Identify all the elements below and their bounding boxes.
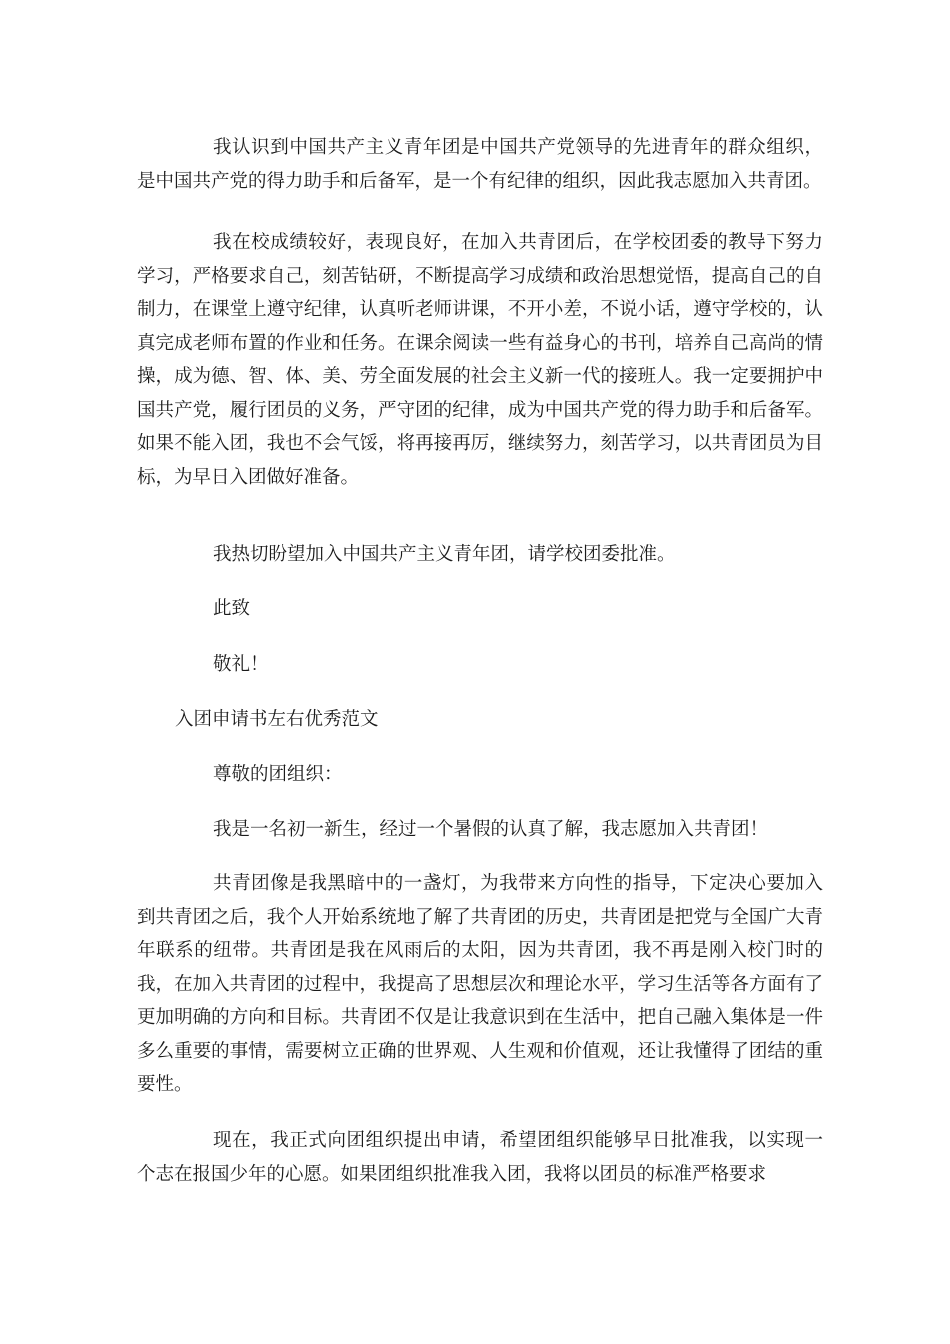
paragraph-league-meaning: 共青团像是我黑暗中的一盏灯，为我带来方向性的指导，下定决心要加入到共青团之后，我个人开始系统地了解了共青团的历史，共青团是把党与全国广大青年联系的纽带。共青团是我在风雨后的太阳，因为共青团，我不再是刚入校门时的我，在加入共青团的过程中，我提高了思想层次和理论水平，学习生活等各方面有了更加明确的方向和目标。共青团不仅是让我意识到在生活中，把自己融入集体是一件多么重要的事情，需要树立正确的世界观、人生观和价值观，还让我懂得了团结的重要性。 — [137, 873, 823, 1095]
paragraph-reason: 我认识到中国共产主义青年团是中国共产党领导的先进青年的群众组织，是中国共产党的得力助手和后备军，是一个有纪律的组织，因此我志愿加入共青团。 — [137, 137, 823, 192]
closing-respect: 敬礼！ — [213, 654, 269, 675]
greeting: 尊敬的团组织： — [213, 764, 343, 785]
paragraph-request: 我热切盼望加入中国共产主义青年团，请学校团委批准。 — [213, 544, 676, 565]
paragraph-intro: 我是一名初一新生，经过一个暑假的认真了解，我志愿加入共青团！ — [213, 819, 769, 840]
paragraph-performance: 我在校成绩较好，表现良好，在加入共青团后，在学校团委的教导下努力学习，严格要求自己，刻苦钻研，不断提高学习成绩和政治思想觉悟，提高自己的自制力，在课堂上遵守纪律，认真听老师讲课，不开小差，不说小话，遵守学校的，认真完成老师布置的作业和任务。在课余阅读一些有益身心的书刊，培养自己高尚的情操，成为德、智、体、美、劳全面发展的社会主义新一代的接班人。我一定要拥护中国共产党，履行团员的义务，严守团的纪律，成为中国共产党的得力助手和后备军。如果不能入团，我也不会气馁，将再接再厉，继续努力，刻苦学习，以共青团员为目标，为早日入团做好准备。 — [137, 232, 823, 488]
section-heading: 入团申请书左右优秀范文 — [175, 709, 379, 730]
closing-salutation: 此致 — [213, 598, 251, 619]
paragraph-formal-application: 现在，我正式向团组织提出申请，希望团组织能够早日批准我，以实现一个志在报国少年的心愿。如果团组织批准我入团，我将以团员的标准严格要求 — [137, 1130, 823, 1185]
